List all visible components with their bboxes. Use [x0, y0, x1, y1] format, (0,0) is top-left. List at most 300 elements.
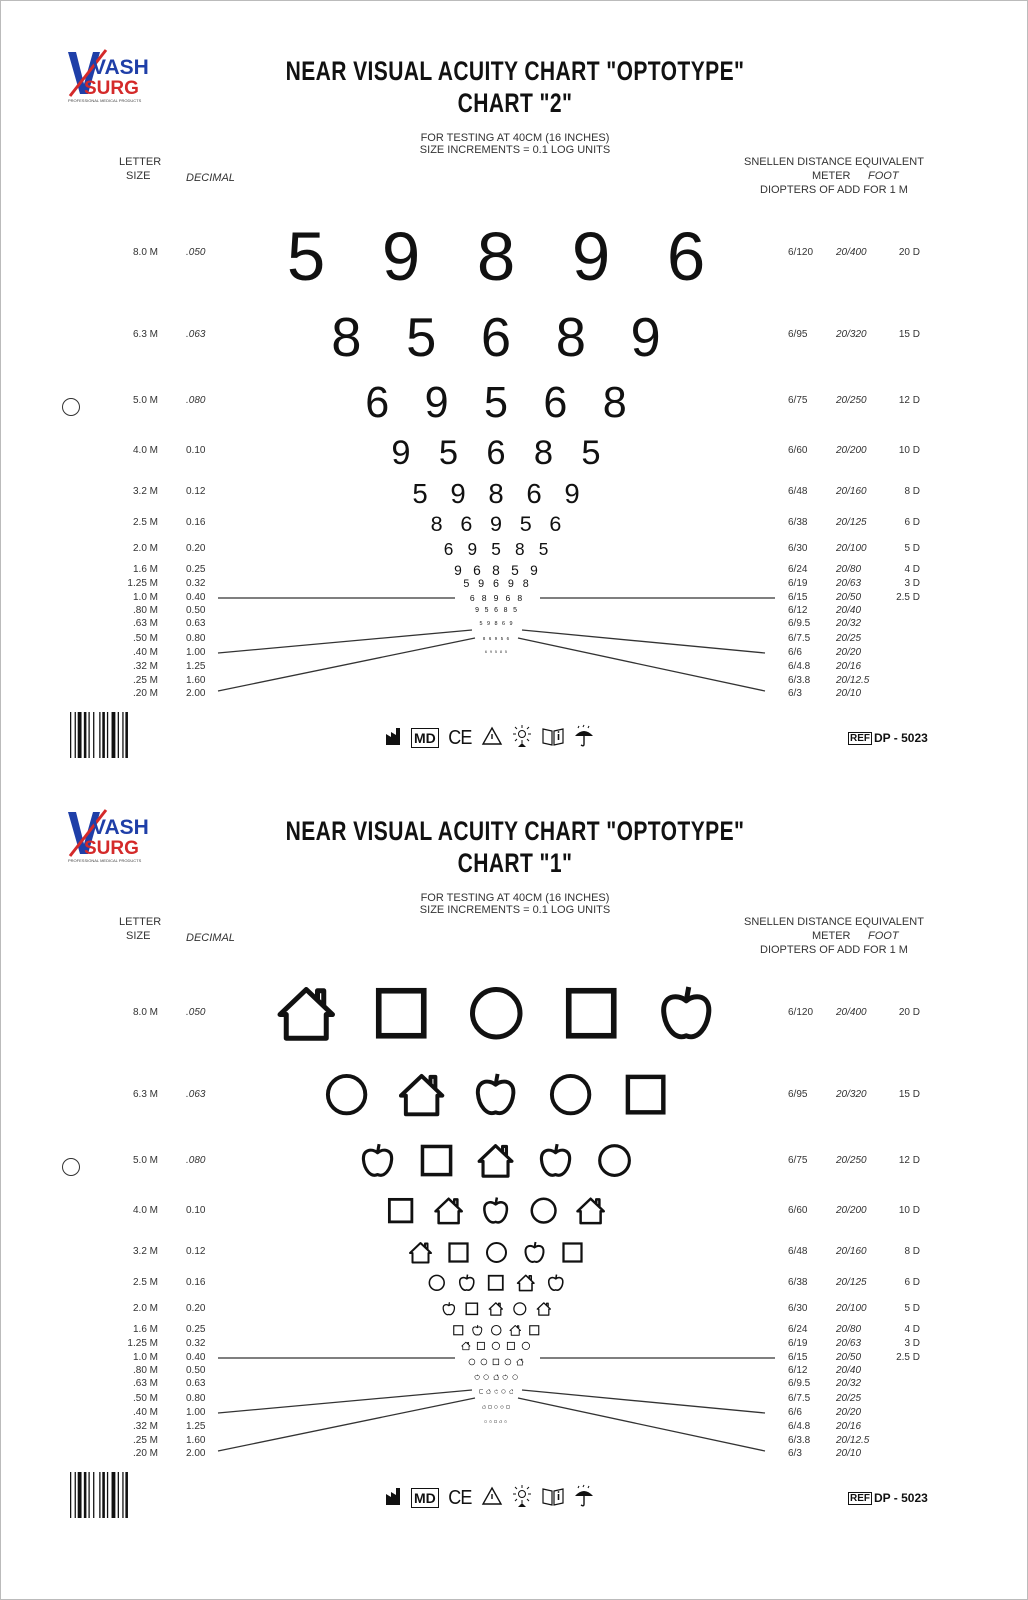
optotype-digit: 6: [443, 539, 454, 560]
row-snellen-meter: 6/3.8: [788, 1435, 811, 1446]
row-snellen-meter: 6/19: [788, 578, 808, 589]
row-snellen-meter: 6/3.8: [788, 675, 811, 686]
row-letter-size: 8.0 M: [132, 247, 158, 258]
optotype-digit: 9: [494, 636, 498, 642]
md-symbol: [411, 728, 439, 748]
optotype-apple: [522, 1240, 547, 1269]
barcode: [70, 1472, 130, 1527]
optotype-house: [516, 1273, 536, 1297]
row-letter-size: .40 M: [132, 1407, 158, 1418]
row-diopters: 15 D: [898, 329, 920, 340]
row-snellen-foot: 20/10: [836, 1448, 862, 1459]
optotype-apple: [358, 1141, 397, 1184]
row-snellen-meter: 6/120: [788, 1007, 814, 1018]
row-snellen-foot: 20/200: [836, 445, 867, 456]
optotype-digit: 6: [460, 511, 473, 537]
optotype-digit: 8: [503, 606, 508, 614]
row-snellen-meter: 6/38: [788, 517, 808, 528]
row-decimal: 0.10: [186, 445, 206, 456]
optotype-digit: 6: [485, 650, 487, 655]
optotype-digit: 5: [513, 606, 517, 614]
row-snellen-foot: 20/10: [836, 688, 862, 699]
row-letter-size: 1.25 M: [127, 578, 158, 589]
optotype-apple: [655, 982, 718, 1049]
row-letter-size: 6.3 M: [132, 329, 158, 340]
testing-distance-text: FOR TESTING AT 40CM (16 INCHES): [420, 892, 610, 904]
optotype-digit: 8: [517, 593, 523, 604]
row-decimal: 0.63: [186, 1378, 206, 1389]
row-decimal: 0.12: [186, 1246, 206, 1257]
row-snellen-meter: 6/7.5: [788, 1393, 811, 1404]
row-decimal: 2.00: [186, 1448, 206, 1459]
optotype-house: [461, 1339, 471, 1355]
row-snellen-foot: 20/20: [836, 647, 862, 658]
pointer-line: [218, 1398, 475, 1451]
keep-dry-icon: [573, 1484, 595, 1513]
row-letter-size: .40 M: [132, 647, 158, 658]
optotype-house: [397, 1070, 446, 1123]
row-diopters: 6 D: [904, 1277, 920, 1288]
row-letter-size: 1.25 M: [127, 1338, 158, 1349]
optotype-square: [494, 1411, 497, 1427]
optotype-apple: [489, 1411, 492, 1427]
row-decimal: 0.40: [186, 592, 206, 603]
optotype-digit: 5: [495, 650, 497, 655]
row-snellen-foot: 20/80: [836, 564, 862, 575]
row-snellen-foot: 20/12.5: [836, 675, 870, 686]
optotype-digit: 6: [501, 620, 505, 627]
row-snellen-meter: 6/15: [788, 592, 808, 603]
row-snellen-meter: 6/48: [788, 486, 808, 497]
optotype-square: [560, 1240, 585, 1269]
optotype-apple: [494, 1382, 499, 1398]
row-letter-size: 5.0 M: [132, 395, 158, 406]
row-snellen-meter: 6/48: [788, 1246, 808, 1257]
optotype-digit: 9: [424, 378, 449, 427]
optotype-digit: 8: [331, 306, 362, 368]
manufacturer-icon: [385, 1486, 403, 1511]
optotype-digit: 5: [479, 620, 483, 627]
chart-title: NEAR VISUAL ACUITY CHART "OPTOTYPE": [285, 816, 745, 846]
optotype-digit: 5: [500, 636, 504, 642]
optotype-square: [446, 1240, 471, 1269]
optotype-square: [486, 1273, 506, 1297]
optotype-circle: [521, 1339, 531, 1355]
row-snellen-meter: 6/7.5: [788, 633, 811, 644]
optotype-circle: [528, 1195, 559, 1230]
optotype-digit: 8: [522, 578, 529, 591]
row-decimal: 1.00: [186, 1407, 206, 1418]
optotype-apple: [504, 1411, 507, 1427]
row-letter-size: 5.0 M: [132, 1155, 158, 1166]
ce-label: CE: [448, 726, 472, 749]
keep-away-from-sunlight-icon: [511, 724, 533, 753]
row-letter-size: 4.0 M: [132, 445, 158, 456]
vash-surg-logo: [66, 808, 176, 866]
optotype-digit: 5: [484, 378, 508, 427]
column-header-letter: LETTER: [119, 916, 162, 928]
row-diopters: 12 D: [898, 395, 920, 406]
optotype-apple: [441, 1301, 457, 1321]
optotype-digit: 8: [555, 306, 586, 368]
optotype-digit: 9: [478, 578, 485, 591]
ref-code: DP - 5023: [874, 1491, 928, 1505]
row-letter-size: 6.3 M: [132, 1089, 158, 1100]
ce-label: CE: [448, 1486, 472, 1509]
optotype-house: [486, 1382, 491, 1398]
svg-text:VASH: VASH: [92, 816, 149, 839]
optotype-digit: 9: [530, 562, 538, 578]
row-snellen-meter: 6/60: [788, 445, 808, 456]
optotype-square: [479, 1382, 484, 1398]
column-header-foot: FOOT: [868, 170, 899, 182]
row-snellen-meter: 6/15: [788, 1352, 808, 1363]
row-snellen-foot: 20/100: [836, 1303, 867, 1314]
reference-code: [848, 731, 928, 745]
row-decimal: .050: [186, 1007, 206, 1018]
row-letter-size: 8.0 M: [132, 1007, 158, 1018]
ref-code: DP - 5023: [874, 731, 928, 745]
row-snellen-foot: 20/25: [836, 633, 862, 644]
row-letter-size: 2.0 M: [132, 1303, 158, 1314]
md-label: MD: [414, 1490, 436, 1506]
optotype-digit: 5: [491, 539, 501, 560]
row-snellen-foot: 20/25: [836, 1393, 862, 1404]
ref-label: REF: [850, 1492, 870, 1504]
row-snellen-foot: 20/125: [836, 517, 867, 528]
pointer-line: [218, 630, 472, 653]
row-snellen-foot: 20/50: [836, 592, 862, 603]
row-letter-size: 1.6 M: [132, 564, 158, 575]
row-snellen-meter: 6/12: [788, 605, 808, 616]
row-decimal: 1.60: [186, 1435, 206, 1446]
row-letter-size: .63 M: [132, 1378, 158, 1389]
optotype-apple: [471, 1070, 520, 1123]
row-letter-size: .20 M: [132, 688, 158, 699]
row-decimal: 0.16: [186, 517, 206, 528]
row-snellen-foot: 20/400: [836, 1007, 867, 1018]
row-snellen-foot: 20/63: [836, 1338, 862, 1349]
row-decimal: 0.16: [186, 1277, 206, 1288]
row-snellen-meter: 6/3: [788, 1448, 802, 1459]
row-decimal: 0.32: [186, 1338, 206, 1349]
optotype-digit: 5: [511, 562, 519, 578]
optotype-digit: 8: [494, 620, 498, 627]
optotype-circle: [490, 1324, 503, 1341]
keep-dry-icon: [573, 724, 595, 753]
chart-1: [0, 760, 1028, 1540]
optotype-circle: [427, 1273, 447, 1297]
optotype-digit: 5: [581, 433, 601, 472]
row-snellen-foot: 20/320: [836, 1089, 867, 1100]
column-header-diopters: DIOPTERS OF ADD FOR 1 M: [760, 944, 908, 956]
optotype-digit: 9: [467, 539, 478, 560]
row-diopters: 12 D: [898, 1155, 920, 1166]
row-letter-size: .80 M: [132, 1365, 158, 1376]
optotype-house: [575, 1195, 606, 1230]
row-decimal: 0.20: [186, 1303, 206, 1314]
row-snellen-foot: 20/63: [836, 578, 862, 589]
svg-text:VASH: VASH: [92, 56, 149, 79]
row-snellen-meter: 6/95: [788, 329, 808, 340]
size-increments-text: SIZE INCREMENTS = 0.1 LOG UNITS: [419, 904, 611, 916]
optotype-house: [433, 1195, 464, 1230]
row-letter-size: .50 M: [132, 1393, 158, 1404]
optotype-digit: 9: [630, 306, 661, 368]
optotype-house: [499, 1411, 502, 1427]
optotype-square: [506, 1339, 516, 1355]
row-letter-size: 1.6 M: [132, 1324, 158, 1335]
row-decimal: 0.12: [186, 486, 206, 497]
optotype-digit: 6: [486, 433, 506, 472]
optotype-apple: [480, 1195, 511, 1230]
row-decimal: .080: [186, 1155, 206, 1166]
row-diopters: 5 D: [904, 543, 920, 554]
optotype-circle: [465, 982, 528, 1049]
optotype-square: [417, 1141, 456, 1184]
column-header-diopters: DIOPTERS OF ADD FOR 1 M: [760, 184, 908, 196]
row-snellen-meter: 6/30: [788, 1303, 808, 1314]
consult-instructions-icon: [541, 1486, 565, 1511]
optotype-digit: 5: [463, 578, 470, 591]
optotype-house: [509, 1324, 522, 1341]
optotype-square: [621, 1070, 670, 1123]
optotype-digit: 5: [406, 306, 437, 368]
column-header-letter: LETTER: [119, 156, 162, 168]
row-snellen-meter: 6/24: [788, 564, 808, 575]
pointer-line: [522, 630, 765, 653]
optotype-digit: 9: [493, 593, 499, 604]
optotype-apple: [471, 1324, 484, 1341]
row-decimal: .063: [186, 1089, 206, 1100]
keep-away-from-sunlight-icon: [511, 1484, 533, 1513]
row-snellen-meter: 6/95: [788, 1089, 808, 1100]
column-header-meter: METER: [812, 170, 851, 182]
optotype-digit: 6: [505, 593, 511, 604]
optotype-digit: 9: [490, 650, 492, 655]
row-snellen-foot: 20/20: [836, 1407, 862, 1418]
column-header-decimal: DECIMAL: [186, 932, 235, 944]
optotype-digit: 5: [438, 433, 459, 472]
row-snellen-meter: 6/75: [788, 1155, 808, 1166]
optotype-digit: 8: [476, 218, 516, 295]
row-decimal: 0.25: [186, 1324, 206, 1335]
chart-name: CHART "1": [457, 848, 573, 878]
row-snellen-meter: 6/38: [788, 1277, 808, 1288]
row-letter-size: 2.0 M: [132, 543, 158, 554]
row-decimal: 0.40: [186, 1352, 206, 1363]
optotype-digit: 9: [391, 433, 411, 472]
row-diopters: 2.5 D: [896, 1352, 920, 1363]
optotype-digit: 8: [514, 539, 525, 560]
row-letter-size: .50 M: [132, 633, 158, 644]
ce-mark: [448, 727, 471, 750]
row-snellen-foot: 20/125: [836, 1277, 867, 1288]
row-diopters: 10 D: [898, 445, 920, 456]
row-snellen-meter: 6/120: [788, 247, 814, 258]
optotype-apple: [457, 1273, 477, 1297]
optotype-digit: 6: [493, 578, 499, 591]
optotype-square: [476, 1339, 486, 1355]
row-snellen-foot: 20/200: [836, 1205, 867, 1216]
row-diopters: 2.5 D: [896, 592, 920, 603]
row-snellen-foot: 20/160: [836, 1246, 867, 1257]
row-decimal: 0.80: [186, 1393, 206, 1404]
optotype-digit: 9: [475, 606, 479, 614]
optotype-circle: [491, 1339, 501, 1355]
row-snellen-meter: 6/75: [788, 395, 808, 406]
row-decimal: 0.50: [186, 1365, 206, 1376]
row-decimal: 0.50: [186, 605, 206, 616]
optotype-digit: 9: [487, 620, 491, 627]
optotype-digit: 8: [602, 378, 627, 427]
row-letter-size: .32 M: [132, 661, 158, 672]
optotype-digit: 5: [519, 511, 532, 537]
optotype-digit: 9: [450, 477, 466, 509]
row-diopters: 6 D: [904, 517, 920, 528]
row-diopters: 3 D: [904, 578, 920, 589]
row-snellen-meter: 6/30: [788, 543, 808, 554]
row-decimal: 0.63: [186, 618, 206, 629]
optotype-circle: [512, 1301, 528, 1321]
optotype-digit: 9: [571, 218, 611, 295]
row-diopters: 4 D: [904, 1324, 920, 1335]
optotype-digit: 5: [538, 539, 549, 560]
optotype-house: [536, 1301, 552, 1321]
row-snellen-foot: 20/40: [836, 605, 862, 616]
optotype-apple: [536, 1141, 575, 1184]
optotype-digit: 9: [507, 578, 514, 591]
optotype-digit: 8: [500, 650, 502, 655]
row-decimal: 0.10: [186, 1205, 206, 1216]
optotype-digit: 6: [365, 378, 390, 427]
optotype-circle: [595, 1141, 634, 1184]
row-snellen-foot: 20/320: [836, 329, 867, 340]
row-decimal: 0.32: [186, 578, 206, 589]
row-decimal: 1.25: [186, 1421, 206, 1432]
optotype-digit: 8: [488, 477, 504, 509]
row-diopters: 8 D: [904, 486, 920, 497]
row-decimal: 2.00: [186, 688, 206, 699]
row-diopters: 3 D: [904, 1338, 920, 1349]
row-decimal: 0.20: [186, 543, 206, 554]
pointer-line: [518, 638, 765, 691]
optotype-square: [464, 1301, 480, 1321]
warning-icon: [481, 726, 503, 751]
optotype-circle: [484, 1240, 509, 1269]
md-symbol: [411, 1488, 439, 1508]
optotype-square: [370, 982, 433, 1049]
size-increments-text: SIZE INCREMENTS = 0.1 LOG UNITS: [419, 144, 611, 156]
row-letter-size: 3.2 M: [132, 1246, 158, 1257]
pointer-line: [218, 1390, 472, 1413]
row-diopters: 15 D: [898, 1089, 920, 1100]
row-snellen-meter: 6/6: [788, 647, 802, 658]
column-header-size: SIZE: [126, 170, 151, 182]
row-letter-size: .20 M: [132, 1448, 158, 1459]
row-decimal: 1.60: [186, 675, 206, 686]
row-letter-size: 2.5 M: [132, 517, 158, 528]
row-snellen-meter: 6/12: [788, 1365, 808, 1376]
column-header-foot: FOOT: [868, 930, 899, 942]
svg-text:PROFESSIONAL MEDICAL PRODUCTS: PROFESSIONAL MEDICAL PRODUCTS: [68, 98, 142, 103]
row-snellen-foot: 20/32: [836, 1378, 862, 1389]
row-snellen-meter: 6/4.8: [788, 1421, 811, 1432]
chart-title: NEAR VISUAL ACUITY CHART "OPTOTYPE": [285, 56, 745, 86]
optotype-digit: 6: [480, 306, 512, 368]
row-snellen-meter: 6/9.5: [788, 618, 811, 629]
optotype-digit: 6: [469, 593, 475, 604]
row-letter-size: .32 M: [132, 1421, 158, 1432]
column-header-decimal: DECIMAL: [186, 172, 235, 184]
optotype-square: [560, 982, 623, 1049]
column-header-snellen: SNELLEN DISTANCE EQUIVALENT: [744, 156, 924, 168]
row-letter-size: .63 M: [132, 618, 158, 629]
row-decimal: .080: [186, 395, 206, 406]
row-snellen-meter: 6/4.8: [788, 661, 811, 672]
row-snellen-foot: 20/100: [836, 543, 867, 554]
row-snellen-meter: 6/60: [788, 1205, 808, 1216]
warning-icon: [481, 1486, 503, 1511]
optotype-house: [488, 1301, 504, 1321]
optotype-digit: 9: [454, 562, 462, 578]
testing-distance-text: FOR TESTING AT 40CM (16 INCHES): [420, 132, 610, 144]
row-decimal: 0.25: [186, 564, 206, 575]
consult-instructions-icon: [541, 726, 565, 751]
row-decimal: 1.25: [186, 661, 206, 672]
optotype-digit: 6: [506, 636, 510, 642]
row-snellen-foot: 20/40: [836, 1365, 862, 1376]
row-decimal: .063: [186, 329, 206, 340]
column-header-size: SIZE: [126, 930, 151, 942]
svg-text:SURG: SURG: [84, 838, 139, 859]
manufacturer-icon: [385, 726, 403, 751]
row-snellen-foot: 20/32: [836, 618, 862, 629]
row-letter-size: .25 M: [132, 675, 158, 686]
vash-surg-logo: [66, 48, 176, 106]
optotype-circle: [501, 1382, 506, 1398]
optotype-square: [385, 1195, 416, 1230]
row-snellen-foot: 20/250: [836, 395, 867, 406]
optotype-digit: 6: [488, 636, 492, 642]
optotype-digit: 9: [509, 620, 513, 627]
svg-text:SURG: SURG: [84, 78, 139, 99]
row-snellen-meter: 6/24: [788, 1324, 808, 1335]
row-diopters: 8 D: [904, 1246, 920, 1257]
row-decimal: 0.80: [186, 633, 206, 644]
barcode: [70, 712, 130, 767]
ce-mark: [448, 1487, 471, 1510]
optotype-digit: 8: [492, 562, 500, 578]
optotype-digit: 6: [494, 606, 498, 614]
md-label: MD: [414, 730, 436, 746]
optotype-circle: [322, 1070, 371, 1123]
row-snellen-meter: 6/9.5: [788, 1378, 811, 1389]
reference-code: [848, 1491, 928, 1505]
row-diopters: 10 D: [898, 1205, 920, 1216]
optotype-circle: [546, 1070, 595, 1123]
chart-2: [0, 0, 1028, 780]
row-snellen-meter: 6/19: [788, 1338, 808, 1349]
pointer-line: [522, 1390, 765, 1413]
pointer-line: [518, 1398, 765, 1451]
row-snellen-foot: 20/12.5: [836, 1435, 870, 1446]
column-header-meter: METER: [812, 930, 851, 942]
optotype-square: [452, 1324, 465, 1341]
optotype-digit: 8: [481, 593, 487, 604]
optotype-digit: 5: [505, 650, 507, 655]
row-letter-size: 2.5 M: [132, 1277, 158, 1288]
